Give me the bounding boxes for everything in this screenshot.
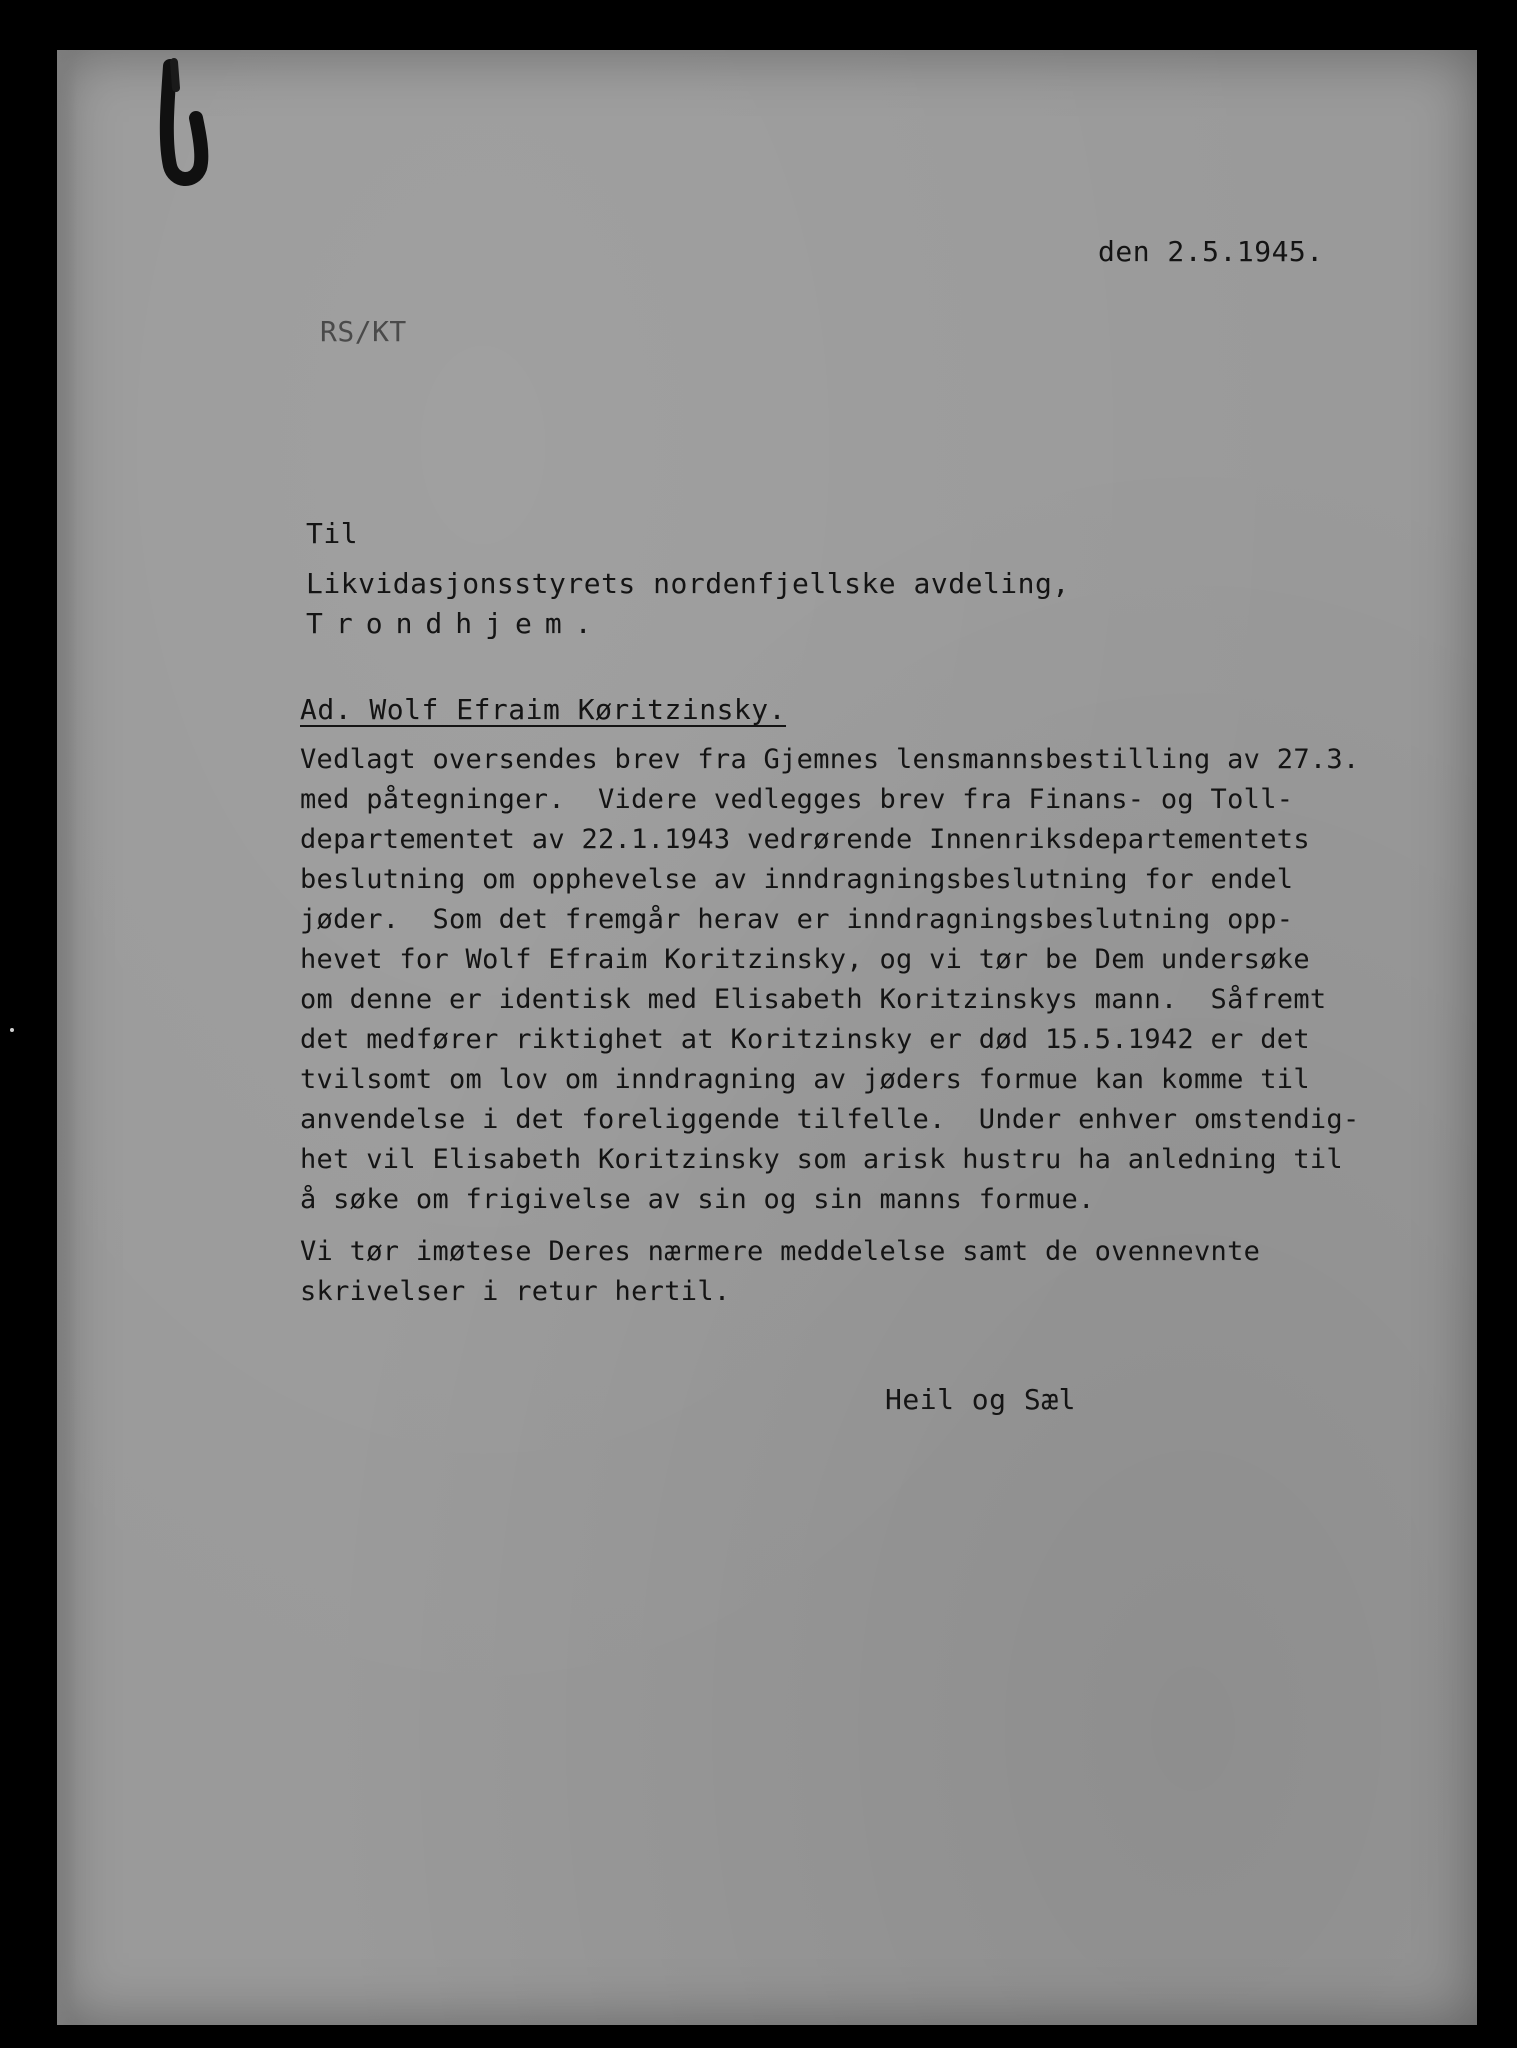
- body-line: departementet av 22.1.1943 vedrørende Innenriksdepartementets: [300, 824, 1310, 855]
- body-line: skrivelser i retur hertil.: [300, 1276, 731, 1307]
- body-line: det medfører riktighet at Koritzinsky er død 15.5.1942 er det: [300, 1024, 1310, 1055]
- page-edge-shadow: [57, 50, 77, 2025]
- letter-date: den 2.5.1945.: [1098, 235, 1324, 268]
- recipient-city: Trondhjem.: [306, 607, 605, 640]
- letter-body: [300, 740, 1420, 1312]
- body-line: het vil Elisabeth Koritzinsky som arisk hustru ha anledning til: [300, 1144, 1343, 1175]
- body-line: å søke om frigivelse av sin og sin manns formue.: [300, 1184, 1095, 1215]
- body-line: Vedlagt oversendes brev fra Gjemnes lensmannsbestilling av 27.3.: [300, 744, 1360, 775]
- body-line: jøder. Som det fremgår herav er inndragningsbeslutning opp-: [300, 904, 1294, 935]
- paper-clip-mark-icon: [150, 58, 220, 188]
- recipient-prefix: Til: [306, 517, 359, 550]
- body-line: hevet for Wolf Efraim Koritzinsky, og vi tør be Dem undersøke: [300, 944, 1310, 975]
- scan-speck: [10, 1028, 14, 1032]
- subject-line: Ad. Wolf Efraim Køritzinsky.: [300, 693, 787, 726]
- body-line: tvilsomt om lov om inndragning av jøders formue kan komme til: [300, 1064, 1310, 1095]
- body-line: anvendelse i det foreliggende tilfelle. Under enhver omstendig-: [300, 1104, 1360, 1135]
- body-line: beslutning om opphevelse av inndragningsbeslutning for endel: [300, 864, 1294, 895]
- reference-initials: RS/KT: [320, 315, 407, 348]
- paragraph-gap: [300, 1220, 1420, 1232]
- body-line: Vi tør imøtese Deres nærmere meddelelse samt de ovennevnte: [300, 1236, 1261, 1267]
- recipient-name: Likvidasjonsstyrets nordenfjellske avdeling,: [306, 567, 1070, 600]
- closing-salutation: Heil og Sæl: [885, 1383, 1076, 1416]
- body-line: med påtegninger. Videre vedlegges brev fra Finans- og Toll-: [300, 784, 1294, 815]
- body-line: om denne er identisk med Elisabeth Koritzinskys mann. Såfremt: [300, 984, 1327, 1015]
